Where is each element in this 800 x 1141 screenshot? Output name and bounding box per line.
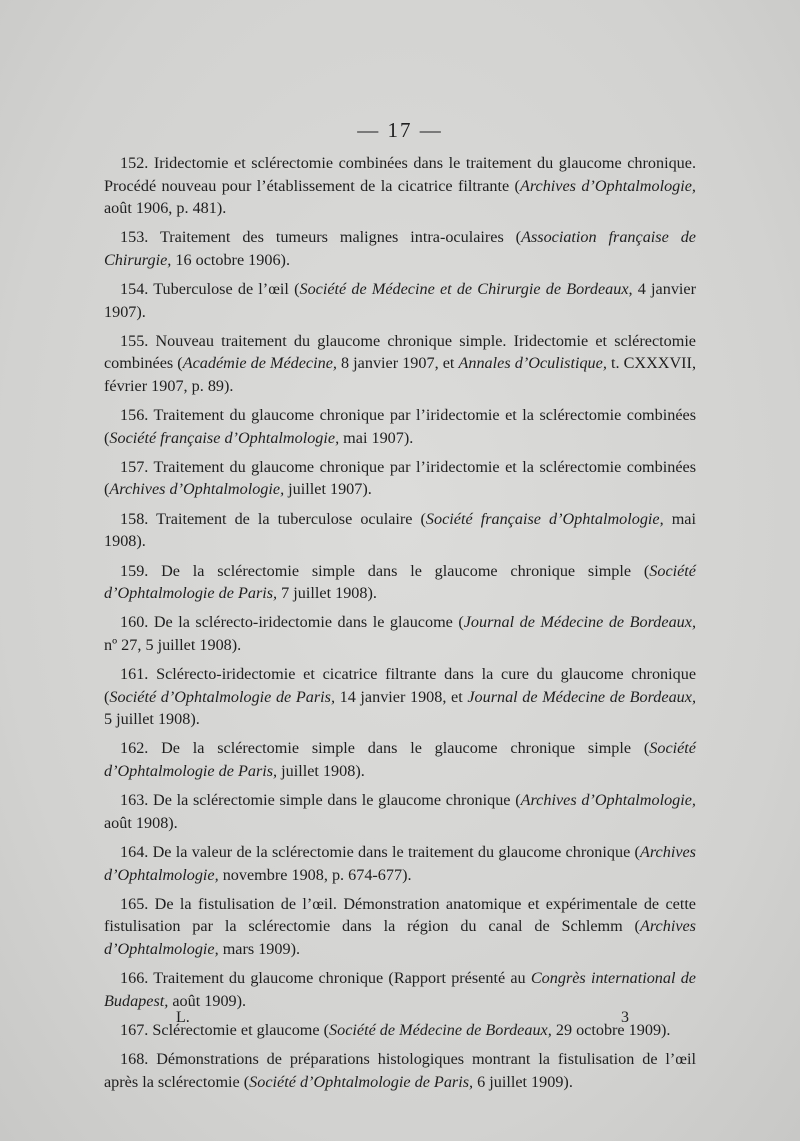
citation-source: Société d’Ophtalmologie de Paris,: [104, 739, 696, 780]
entry-text: [104, 154, 696, 217]
entry-text: [104, 613, 696, 654]
entry-number: 153.: [120, 228, 149, 247]
citation-source: Académie de Médecine,: [182, 354, 337, 373]
entry-text-segment: juillet 1907).: [284, 480, 372, 499]
entry-text-segment: nº 27, 5 juillet 1908).: [104, 635, 242, 654]
entry-text-segment: mai 1908).: [104, 509, 696, 551]
entry-text-segment: 29 octobre 1909).: [551, 1020, 671, 1039]
entry-text-segment: mai 1907).: [339, 428, 414, 447]
page-number: — 17 —: [357, 118, 443, 142]
bibliography-entry: [104, 508, 696, 553]
entry-number: 156.: [120, 406, 149, 425]
entry-text: [104, 1050, 696, 1091]
entry-text-segment: Démonstrations de préparations histologiques montrant la fistulisation de l’œil après la sclérectomie (: [104, 1050, 696, 1091]
entry-text-segment: 8 janvier 1907, et: [336, 354, 459, 373]
entry-number: 154.: [120, 280, 149, 299]
citation-source: Archives d’Ophtalmologie,: [520, 791, 696, 810]
entry-text-segment: Sclérectomie et glaucome (: [148, 1020, 330, 1039]
citation-source: Annales d’Oculistique,: [458, 354, 607, 373]
entry-text: [104, 458, 696, 499]
entry-text-segment: Traitement du glaucome chronique par l’iridectomie et la sclérectomie combinées (: [104, 406, 696, 447]
entry-text: [104, 791, 696, 832]
entry-text-segment: Nouveau traitement du glaucome chronique simple. Iridectomie et sclérectomie combinées (: [104, 331, 696, 373]
entry-text-segment: Traitement du glaucome chronique (Rapport présenté au: [148, 969, 531, 988]
bibliography-entry: [104, 663, 696, 731]
entry-text: [104, 510, 696, 551]
entry-text: [104, 228, 696, 269]
citation-source: Société d’Ophtalmologie de Paris,: [109, 687, 335, 706]
entry-text-segment: août 1909).: [168, 991, 247, 1010]
entry-text-segment: 7 juillet 1908).: [277, 584, 377, 603]
bibliography-entry: [104, 893, 696, 961]
citation-source: Archives d’Ophtalmologie,: [519, 176, 696, 195]
entry-number: 159.: [120, 561, 149, 580]
entry-text-segment: novembre 1908, p. 674-677).: [218, 865, 412, 884]
entry-text-segment: Sclérecto-iridectomie et cicatrice filtrante dans la cure du glaucome chronique (: [104, 665, 696, 706]
citation-source: Archives d’Ophtalmologie,: [109, 480, 285, 499]
bibliography-entry: [104, 841, 696, 886]
entry-text-segment: 6 juillet 1909).: [473, 1072, 573, 1091]
bibliography-entry: [104, 278, 696, 323]
citation-source: Société française d’Ophtalmologie,: [425, 509, 664, 528]
entry-number: 166.: [120, 969, 149, 988]
entry-number: 155.: [120, 331, 149, 350]
entry-number: 161.: [120, 665, 149, 684]
entry-text-segment: Traitement de la tuberculose oculaire (: [148, 509, 426, 528]
citation-source: Société d’Ophtalmologie de Paris,: [249, 1072, 474, 1091]
entry-text: [104, 739, 696, 780]
citation-source: Société d’Ophtalmologie de Paris,: [104, 561, 696, 603]
entry-number: 163.: [120, 791, 149, 810]
entry-text-segment: juillet 1908).: [277, 761, 365, 780]
entry-text: [104, 280, 696, 321]
bibliography-entry: [104, 967, 696, 1012]
entry-text: [104, 895, 696, 958]
entry-text-segment: 14 janvier 1908, et: [335, 687, 468, 706]
bibliography-entry: [104, 456, 696, 501]
entry-text-segment: 4 janvier 1907).: [104, 280, 696, 321]
entry-text-segment: 16 octobre 1906).: [171, 250, 290, 269]
entry-text: [104, 969, 696, 1010]
entry-number: 164.: [120, 843, 149, 862]
entry-number: 167.: [120, 1020, 149, 1039]
entry-number: 165.: [120, 894, 149, 913]
entry-text: [104, 843, 696, 884]
bibliography-entry: [104, 789, 696, 834]
entry-text-segment: Iridectomie et sclérectomie combinées dans le traitement du glaucome chronique. Procédé nouveau pour l’établissement de la cicatrice filtrante (: [104, 154, 696, 195]
citation-source: Association française de Chirurgie,: [104, 228, 696, 269]
entry-text-segment: août 1908).: [104, 813, 178, 832]
sheet-number: 3: [621, 1009, 629, 1026]
bibliography-entry: [104, 1048, 696, 1093]
entry-number: 152.: [120, 154, 149, 172]
page-footer: [0, 1009, 800, 1033]
entry-number: 157.: [120, 457, 149, 476]
entry-number: 160.: [120, 613, 149, 632]
citation-source: Société de Médecine et de Chirurgie de Bordeaux,: [299, 280, 633, 299]
bibliography-entry: [104, 611, 696, 656]
entry-text-segment: Tuberculose de l’œil (: [148, 280, 300, 299]
citation-source: Journal de Médecine de Bordeaux,: [467, 687, 697, 706]
entry-text-segment: De la sclérectomie simple dans le glaucome chronique (: [148, 791, 521, 810]
citation-source: Archives d’Ophtalmologie,: [104, 917, 696, 958]
citation-source: Archives d’Ophtalmologie,: [104, 843, 696, 884]
entry-text-segment: mars 1909).: [218, 939, 301, 958]
entry-text-segment: De la sclérectomie simple dans le glaucome chronique simple (: [148, 561, 650, 580]
bibliography-entry: [104, 737, 696, 782]
entry-text-segment: Traitement du glaucome chronique par l’iridectomie et la sclérectomie combinées (: [104, 457, 696, 499]
citation-source: Congrès international de Budapest,: [104, 969, 696, 1010]
entry-text-segment: 5 juillet 1908).: [104, 710, 200, 729]
entry-number: 168.: [120, 1050, 149, 1069]
entry-text-segment: De la sclérecto-iridectomie dans le glaucome (: [148, 613, 464, 632]
entry-text-segment: t. CXXXVII, février 1907, p. 89).: [104, 354, 696, 395]
entry-text: [104, 406, 696, 447]
bibliography-entry: [104, 404, 696, 449]
entry-text-segment: De la valeur de la sclérectomie dans le traitement du glaucome chronique (: [148, 843, 640, 862]
bibliography-entry: [104, 560, 696, 605]
entry-text: [104, 665, 696, 728]
citation-source: Société française d’Ophtalmologie,: [109, 428, 340, 447]
citation-source: Société de Médecine de Bordeaux,: [329, 1020, 552, 1039]
entry-text-segment: août 1906, p. 481).: [104, 199, 227, 217]
entry-text-segment: Traitement des tumeurs malignes intra-oculaires (: [148, 228, 522, 247]
citation-source: Journal de Médecine de Bordeaux,: [463, 613, 696, 632]
bibliography-entry: [104, 330, 696, 398]
entry-text-segment: De la sclérectomie simple dans le glaucome chronique simple (: [148, 739, 650, 758]
signature-mark: L.: [176, 1009, 190, 1026]
entry-text: [104, 562, 696, 603]
entry-text: [104, 332, 696, 395]
entry-text-segment: De la fistulisation de l’œil. Démonstration anatomique et expérimentale de cette fistulisation par la sclérectomie dans la région du canal de Schlemm (: [104, 894, 696, 936]
entry-number: 162.: [120, 739, 149, 758]
bibliography-entry: [104, 226, 696, 271]
entry-number: 158.: [120, 509, 149, 528]
bibliography-list: [104, 152, 696, 1100]
bibliography-entry: [104, 152, 696, 220]
